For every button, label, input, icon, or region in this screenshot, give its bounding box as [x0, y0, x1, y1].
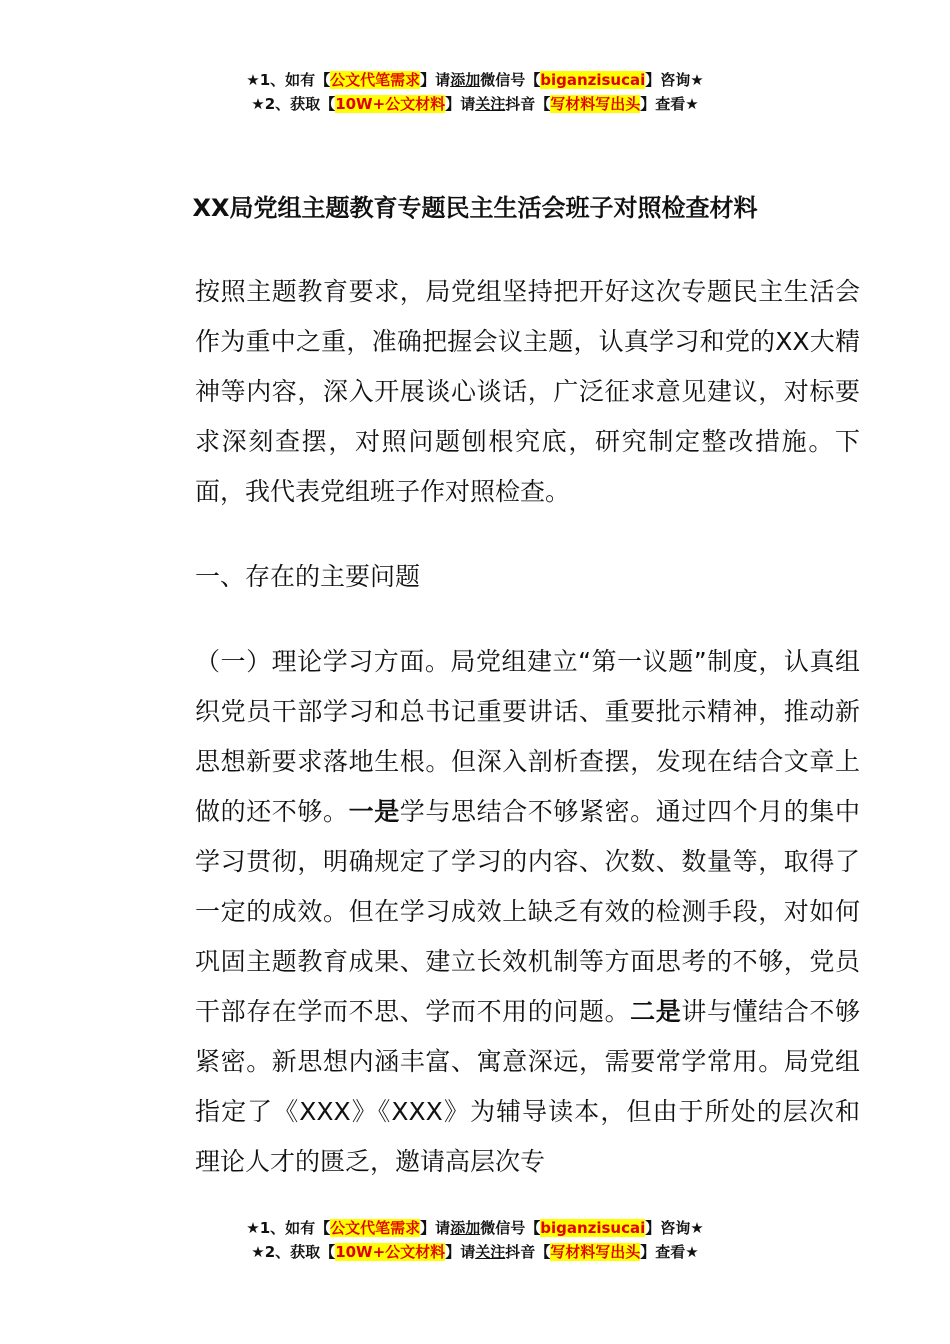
promo-banner-top — [0, 68, 950, 116]
promo-banner-bottom — [0, 1216, 950, 1264]
promo-text: 】咨询★ — [645, 1219, 704, 1237]
promo-highlight: 公文代笔需求 — [330, 1219, 421, 1237]
promo-line-2 — [0, 1240, 950, 1264]
promo-text: ★1、如有【 — [246, 1219, 331, 1237]
promo-text: ★2、获取【 — [251, 95, 336, 113]
intro-paragraph: 按照主题教育要求，局党组坚持把开好这次专题民主生活会作为重中之重，准确把握会议主题，认真学习和党的XX大精神等内容，深入开展谈心谈话，广泛征求意见建议，对标要求深刻查摆，对照问题刨根究底，研究制定整改措施。下面，我代表党组班子作对照检查。 — [195, 277, 860, 506]
promo-line-2 — [0, 92, 950, 116]
promo-text: 抖音【 — [505, 95, 551, 113]
paragraph-text: （一）理论学习方面。局党组建立“第一议题”制度，认真组织党员干部学习和总书记重要讲话、重要批示精神，推动新思想新要求落地生根。但深入剖析查摆，发现在结合文章上做的还不够。 — [195, 647, 860, 826]
emphasis-label: 一是 — [348, 797, 400, 826]
promo-underlined: 关注 — [475, 1243, 506, 1261]
promo-wechat-id: biganzisucai — [540, 71, 646, 89]
paragraph-text: 学与思结合不够紧密。通过四个月的集中学习贯彻，明确规定了学习的内容、次数、数量等，取得了一定的成效。但在学习成效上缺乏有效的检测手段，对如何巩固主题教育成果、建立长效机制等方面思考的不够，党员干部存在学而不思、学而不用的问题。 — [195, 797, 860, 1026]
body-paragraph — [145, 637, 860, 1187]
section-heading: 一、存在的主要问题 — [195, 562, 421, 591]
promo-text: 】查看★ — [640, 95, 699, 113]
promo-text: ★2、获取【 — [251, 1243, 336, 1261]
promo-text: 微信号【 — [480, 71, 541, 89]
paragraph-text: 讲与懂结合不够紧密。新思想内涵丰富、寓意深远，需要常学常用。局党组指定了《XXX》《XXX》为辅导读本，但由于所处的层次和理论人才的匮乏，邀请高层次专 — [195, 997, 860, 1176]
promo-text: 】请 — [420, 71, 451, 89]
promo-text: ★1、如有【 — [246, 71, 331, 89]
document-title: XX局党组主题教育专题民主生活会班子对照检查材料 — [192, 194, 758, 222]
promo-underlined: 关注 — [475, 95, 506, 113]
promo-douyin-id: 写材料写出头 — [550, 95, 641, 113]
promo-highlight: 10W+公文材料 — [335, 1243, 446, 1261]
promo-text: 】请 — [445, 95, 476, 113]
promo-highlight: 公文代笔需求 — [330, 71, 421, 89]
promo-text: 】咨询★ — [645, 71, 704, 89]
promo-text: 微信号【 — [480, 1219, 541, 1237]
promo-wechat-id: biganzisucai — [540, 1219, 646, 1237]
promo-text: 】请 — [445, 1243, 476, 1261]
promo-line-1 — [0, 1216, 950, 1240]
promo-text: 】查看★ — [640, 1243, 699, 1261]
promo-text: 】请 — [420, 1219, 451, 1237]
emphasis-label: 二是 — [630, 997, 682, 1026]
promo-text: 抖音【 — [505, 1243, 551, 1261]
promo-underlined: 添加 — [450, 1219, 481, 1237]
promo-highlight: 10W+公文材料 — [335, 95, 446, 113]
promo-douyin-id: 写材料写出头 — [550, 1243, 641, 1261]
promo-underlined: 添加 — [450, 71, 481, 89]
promo-line-1 — [0, 68, 950, 92]
